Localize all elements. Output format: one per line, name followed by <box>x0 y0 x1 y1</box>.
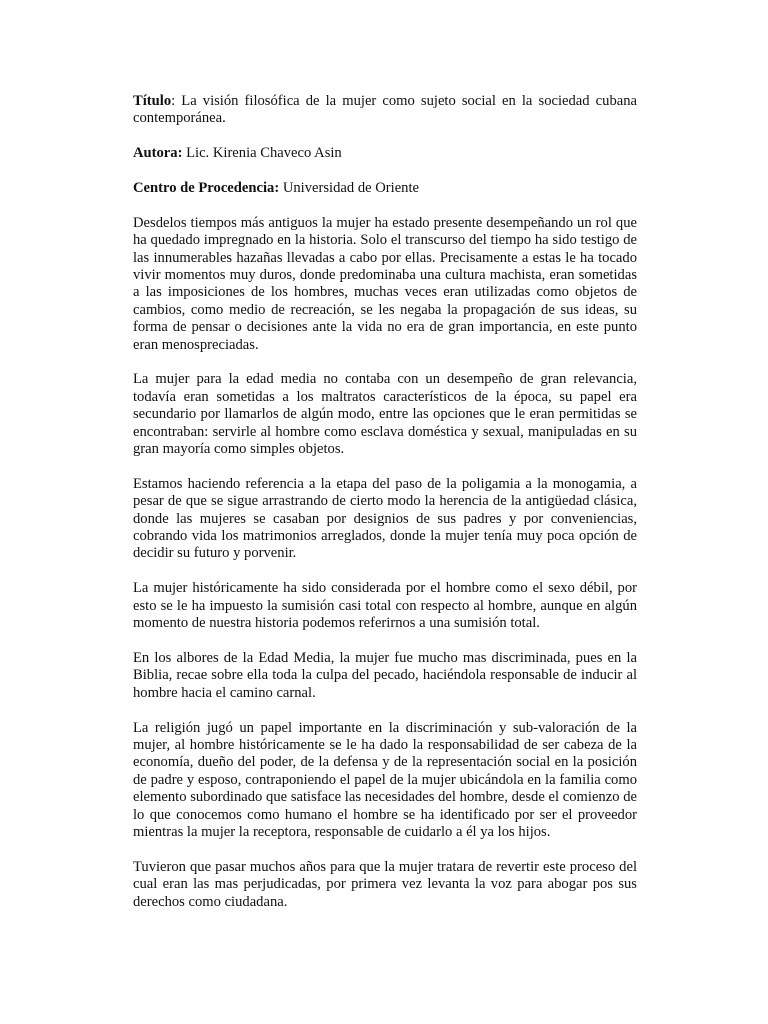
paragraph-5: En los albores de la Edad Media, la mujer fue mucho mas discriminada, pues en la Biblia, recae sobre ella toda la culpa del pecado, haciéndola responsable de inducir al hombre hacia el camino carnal. <box>133 649 637 701</box>
paragraph-6: La religión jugó un papel importante en la discriminación y sub-valoración de la mujer, al hombre históricamente se le ha dado la responsabilidad de ser cabeza de la economía, dueño del poder, de la defensa y de la representación social en la posición de padre y esposo, contraponiendo el papel de la mujer ubicándola en la familia como elemento subordinado que satisface las necesidades del hombre, desde el comienzo de lo que conocemos como humano el hombre se ha identificado por ser el proveedor mientras la mujer la receptora, responsable de cuidarlo a él ya los hijos. <box>133 719 637 840</box>
paragraph-2: La mujer para la edad media no contaba con un desempeño de gran relevancia, todavía eran sometidas a los maltratos característicos de la época, su papel era secundario por llamarlos de algún modo, entre las opciones que le eran permitidas se encontraban: servirle al hombre como esclava doméstica y sexual, manipuladas en su gran mayoría como simples objetos. <box>133 371 637 458</box>
paragraph-3: Estamos haciendo referencia a la etapa del paso de la poligamia a la monogamia, a pesar de que se sigue arrastrando de cierto modo la herencia de la antigüedad clásica, donde las mujeres se casaban por designios de sus padres y por conveniencias, cobrando vida los matrimonios arreglados, donde la mujer tenía muy poca opción de decidir su futuro y porvenir. <box>133 475 637 562</box>
paragraph-7: Tuvieron que pasar muchos años para que la mujer tratara de revertir este proceso del cual eran las mas perjudicadas, por primera vez levanta la voz para abogar pos sus derechos como ciudadana. <box>133 858 637 910</box>
author-line <box>133 145 637 162</box>
title-label: Título <box>133 93 172 109</box>
title-line <box>133 93 637 128</box>
title-text: : La visión filosófica de la mujer como sujeto social en la sociedad cubana contemporánea. <box>133 93 637 127</box>
institution-label: Centro de Procedencia: <box>133 180 280 196</box>
institution-name: Universidad de Oriente <box>279 180 419 196</box>
institution-line <box>133 180 637 197</box>
author-label: Autora: <box>133 145 183 162</box>
author-name: Lic. Kirenia Chaveco Asin <box>182 145 342 162</box>
paragraph-1: Desdelos tiempos más antiguos la mujer ha estado presente desempeñando un rol que ha quedado impregnado en la historia. Solo el transcurso del tiempo ha sido testigo de las innumerables hazañas llevadas a cabo por ellas. Precisamente a estas le ha tocado vivir momentos muy duros, donde predominaba una cultura machista, eran sometidas a las imposiciones de los hombres, muchas veces eran utilizadas como objetos de cambios, como medio de recreación, se les negaba la propagación de sus ideas, su forma de pensar o decisiones ante la vida no era de gran importancia, en este punto eran menospreciadas. <box>133 214 637 353</box>
document-body <box>133 93 637 928</box>
paragraph-4: La mujer históricamente ha sido considerada por el hombre como el sexo débil, por esto se le ha impuesto la sumisión casi total con respecto al hombre, aunque en algún momento de nuestra historia podemos referirnos a una sumisión total. <box>133 580 637 632</box>
